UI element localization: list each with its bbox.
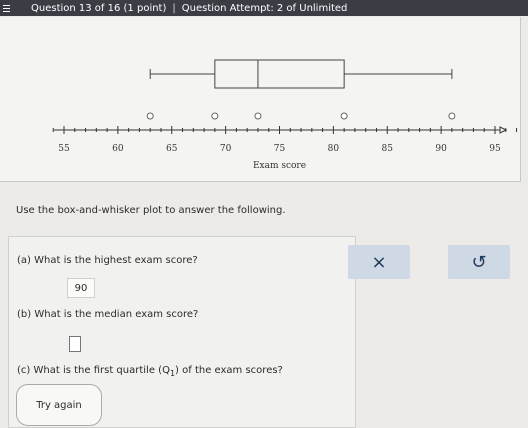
menu-icon[interactable] — [0, 0, 17, 16]
boxplot-panel — [0, 17, 521, 182]
try-again-button[interactable]: Try again — [16, 384, 102, 426]
header-separator: | — [172, 2, 176, 14]
boxplot-chart — [0, 17, 520, 181]
tick-label: 80 — [327, 144, 340, 154]
tick-label: 55 — [58, 144, 70, 154]
question-b: (b) What is the median exam score? — [17, 309, 199, 320]
clear-button[interactable] — [348, 245, 410, 279]
tick-label: 60 — [112, 144, 124, 154]
point-handle — [341, 113, 347, 119]
q1-subscript: 1 — [169, 369, 176, 378]
point-handle — [147, 113, 153, 119]
question-info: Question 13 of 16 (1 point) — [31, 2, 167, 14]
tick-label: 85 — [381, 144, 393, 154]
axis-title: Exam score — [252, 161, 307, 171]
point-handle — [212, 113, 218, 119]
question-a: (a) What is the highest exam score? — [17, 255, 198, 266]
answer-a-field[interactable]: 90 — [67, 278, 95, 298]
tick-label: 90 — [435, 144, 447, 154]
point-handle — [449, 113, 455, 119]
close-icon: × — [371, 251, 387, 273]
iqr-box — [215, 60, 344, 88]
answer-b-input[interactable] — [69, 336, 81, 352]
tick-label: 75 — [273, 144, 286, 154]
instructions: Use the box-and-whisker plot to answer the following. — [16, 205, 286, 216]
undo-button[interactable] — [448, 245, 510, 279]
undo-icon: ↺ — [471, 251, 487, 273]
tick-label: 95 — [489, 144, 501, 154]
top-bar — [0, 0, 528, 16]
q1-symbol: Q — [162, 365, 170, 376]
question-c: (c) What is the first quartile $(Q_1)$ of the exam scores? — [17, 365, 283, 378]
attempt-info: Question Attempt: 2 of Unlimited — [181, 2, 348, 14]
tick-label: 70 — [219, 144, 232, 154]
x-axis-arrow — [500, 127, 506, 133]
point-handle — [255, 113, 261, 119]
tick-label: 65 — [166, 144, 178, 154]
